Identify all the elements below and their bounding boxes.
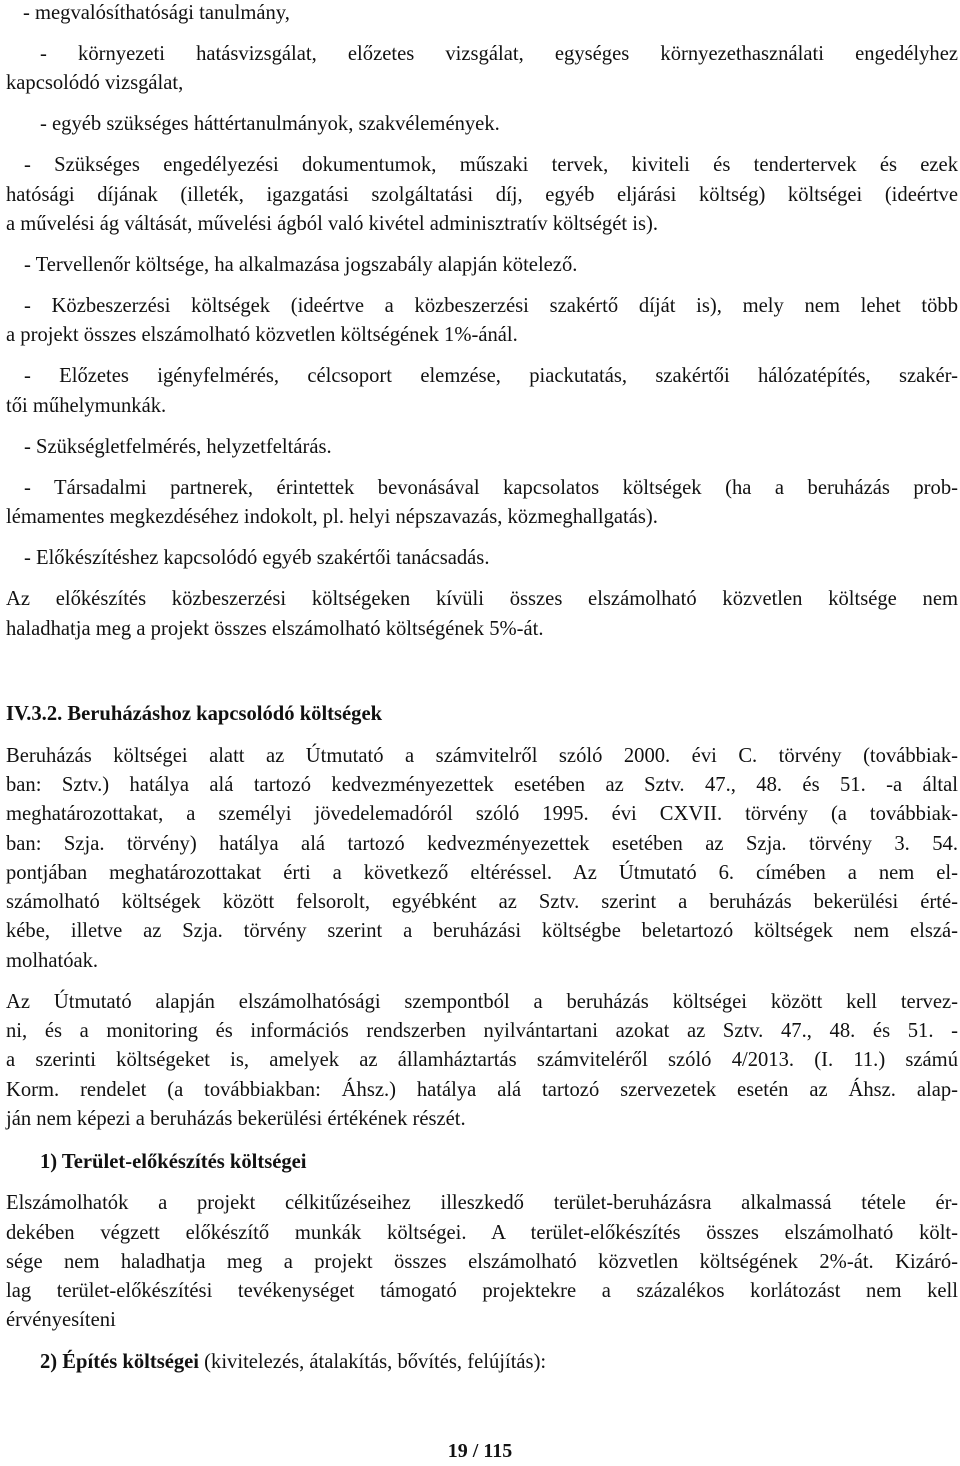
section-heading: IV.3.2. Beruházáshoz kapcsolódó költségek — [6, 703, 383, 725]
bullet-tervellenor: - Tervellenőr költsége, ha alkalmazása jogszabály alapján kötelező. — [24, 254, 578, 276]
para-elokeszites-line-1: Az előkészítés közbeszerzési költségeken kívüli összes elszámolható közvetlen költsége nem — [6, 588, 958, 610]
para-beruhazas-line-6: számolható költségek között felsorolt, egyébként az Sztv. szerint a beruházás bekerülési érté- — [6, 891, 958, 913]
bullet-tarsadalmi-line-1: - Társadalmi partnerek, érintettek bevonásával kapcsolatos költségek (ha a beruházás prob- — [24, 477, 958, 499]
para-utmutato-line-5: ján nem képezi a beruházás bekerülési értékének részét. — [6, 1108, 466, 1130]
bullet-kornyezeti-line-1: - környezeti hatásvizsgálat, előzetes vizsgálat, egységes környezethasználati engedélyhez — [40, 43, 958, 65]
para-beruhazas-line-1: Beruházás költségei alatt az Útmutató a számvitelről szóló 2000. évi C. törvény (továbbiak- — [6, 745, 958, 767]
subheading-epites — [40, 1349, 546, 1375]
subheading-epites-rest: (kivitelezés, átalakítás, bővítés, felújítás): — [199, 1351, 547, 1373]
bullet-kornyezeti-line-2: kapcsolódó vizsgálat, — [6, 72, 184, 94]
page-number: 19 / 115 — [447, 1440, 513, 1462]
para-beruhazas-line-8: molhatóak. — [6, 950, 99, 972]
para-utmutato-line-4: Korm. rendelet (a továbbiakban: Áhsz.) hatálya alá tartozó szervezetek esetén az Áhsz. alap- — [6, 1079, 958, 1101]
bullet-elokeszitest-tanacsadas: - Előkészítéshez kapcsolódó egyéb szakértői tanácsadás. — [24, 547, 490, 569]
subheading-terulet-elokeszites: 1) Terület-előkészítés költségei — [40, 1151, 307, 1173]
bullet-engedelyezesi-line-2: hatósági díjának (illeték, igazgatási szolgáltatási díj, egyéb eljárási költség) költségei (ideértve — [6, 184, 958, 206]
bullet-engedelyezesi-line-1: - Szükséges engedélyezési dokumentumok, műszaki tervek, kiviteli és tendertervek és ezek — [24, 154, 958, 176]
bullet-megvalosithatosagi: - megvalósíthatósági tanulmány, — [23, 2, 290, 24]
para-terulet-line-1: Elszámolhatók a projekt célkitűzéseihez illeszkedő terület-beruházásra alkalmassá tétele ér- — [6, 1192, 958, 1214]
para-utmutato-line-3: a szerinti költségeket is, amelyek az államháztartás számviteléről szóló 4/2013. (I. 11.) számú — [6, 1049, 958, 1071]
para-elokeszites-line-2: haladhatja meg a projekt összes elszámolható költségének 5%-át. — [6, 618, 544, 640]
bullet-igenyfelmeres-line-2: tői műhelymunkák. — [6, 395, 167, 417]
para-utmutato-line-1: Az Útmutató alapján elszámolhatósági szempontból a beruházás költségei között kell tervez- — [6, 991, 958, 1013]
bullet-kozbeszerzesi-line-1: - Közbeszerzési költségek (ideértve a közbeszerzési szakértő díját is), mely nem lehet több — [24, 295, 958, 317]
bullet-egyeb-szukseges: - egyéb szükséges háttértanulmányok, szakvélemények. — [40, 113, 500, 135]
para-beruhazas-line-2: ban: Sztv.) hatálya alá tartozó kedvezményezettek esetében az Sztv. 47., 48. és 51. -a által — [6, 774, 958, 796]
bullet-kozbeszerzesi-line-2: a projekt összes elszámolható közvetlen költségének 1%-ánál. — [6, 324, 518, 346]
bullet-tarsadalmi-line-2: lémamentes megkezdéséhez indokolt, pl. helyi népszavazás, közmeghallgatás). — [6, 506, 658, 528]
subheading-epites-bold: 2) Építés költségei — [40, 1351, 200, 1373]
para-beruhazas-line-4: ban: Szja. törvény) hatálya alá tartozó kedvezményezettek esetében az Szja. törvény 3. 54. — [6, 833, 958, 855]
para-beruhazas-line-3: meghatározottakat, a személyi jövedelemadóról szóló 1995. évi CXVII. törvény (a továbbiak- — [6, 803, 958, 825]
para-terulet-line-5: érvényesíteni — [6, 1309, 116, 1331]
para-terulet-line-3: sége nem haladhatja meg a projekt összes elszámolható közvetlen költségének 2%-át. Kizáró- — [6, 1251, 958, 1273]
para-beruhazas-line-7: kébe, illetve az Szja. törvény szerint a beruházási költségbe beletartozó költségek nem elszá- — [6, 920, 958, 942]
bullet-engedelyezesi-line-3: a művelési ág váltását, művelési ágból való kivétel adminisztratív költségét is). — [6, 213, 658, 235]
bullet-igenyfelmeres-line-1: - Előzetes igényfelmérés, célcsoport elemzése, piackutatás, szakértői hálózatépítés, szakér- — [24, 365, 958, 387]
para-utmutato-line-2: ni, és a monitoring és információs rendszerben nyilvántartani azokat az Sztv. 47., 48. és 51. - — [6, 1020, 958, 1042]
para-terulet-line-4: lag terület-előkészítési tevékenységet támogató projektekre a százalékos korlátozást nem kell — [6, 1280, 958, 1302]
para-beruhazas-line-5: pontjában meghatározottakat érti a következő eltéréssel. Az Útmutató 6. címében a nem el- — [6, 862, 958, 884]
bullet-szuksegletfelmeres: - Szükségletfelmérés, helyzetfeltárás. — [24, 436, 332, 458]
para-terulet-line-2: dekében végzett előkészítő munkák költségei. A terület-előkészítés összes elszámolható költ- — [6, 1222, 958, 1244]
